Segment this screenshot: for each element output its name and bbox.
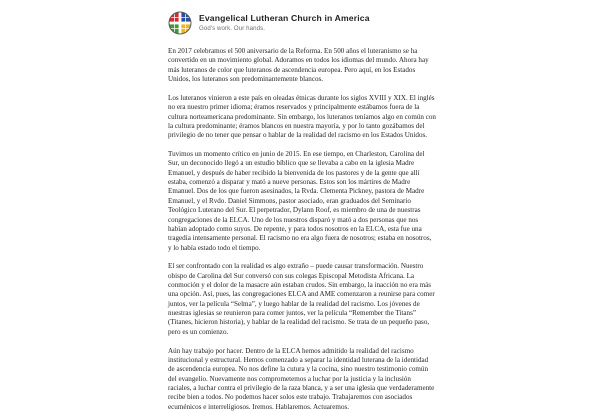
paragraph: Aún hay trabajo por hacer. Dentro de la ELCA hemos admitido la realidad del racismo institucional y estructural. Hemos comenzado a separar la identidad luterana de la identidad de ascendencia europea. No nos define la cutura y la cocina, sino nuestro testimonio común del evangelio. Nuevamente nos comprometemos a luchar por la justicia y la inclusión raciales, a luchar contra el privilegio de la raza blanca, y a ser una iglesia que verdaderamente recibe bien a todos. No podemos hacer solos este trabajo. Trabajaremos con asociados ecuménicos e interreligiosos. Iremos. Hablaremos. Actuaremos. xyxy=(168,346,435,411)
elca-globe-cross-logo-icon xyxy=(168,11,192,35)
organization-masthead xyxy=(168,11,370,35)
paragraph: El ser confrontado con la realidad es algo extraño – puede causar transformación. Nuestro obispo de Carolina del Sur conversó con sus colegas Episcopal Metodista Africana. La conmoción y el dolor de la masacre aún estaban crudos. Sin embargo, la inacción no era más una opción. Así, pues, las congregaciones ELCA and AME comenzaron a reunirse para comer juntos, ver la película “Selma”, y luego hablar de la realidad del racismo. Los jóvenes de nuestras iglesias se reunieron para comer juntos, ver la película “Remember the Titans” (Titanes, hicieron historia), y hablar de la realidad del racismo. Se trata de un pequeño paso, pero es un comienzo. xyxy=(168,262,435,336)
organization-wordmark xyxy=(199,14,370,31)
organization-name: Evangelical Lutheran Church in America xyxy=(199,13,370,24)
document-body xyxy=(168,47,436,412)
organization-tagline: God's work. Our hands. xyxy=(199,24,266,32)
paragraph: En 2017 celebramos el 500 aniversario de la Reforma. En 500 años el luteranismo se ha convertido en un movimiento global. Adoramos en todos los idiomas del mundo. Ahora hay más luteranos de color que luteranos de ascendencia europea. Pero aquí, en los Estados Unidos, los luteranos son predominantemente blancos. xyxy=(168,47,429,84)
paragraph: Tuvimos un momento crítico en junio de 2015. En ese tiempo, en Charleston, Carolina del Sur, un deconocido llegó a un estudio bíblico que se llevaba a cabo en la iglesia Madre Emanuel, y después de haber recibido la bienvenida de los pastores y de la gente que allí estaba, comenzó a disparar y mató a nueve personas. Estos son los mártires de Madre Emanuel. Dos de los que fueron asesinados, la Rvda. Clementa Pickney, pastora de Madre Emanuel, y el Rvdo. Daniel Simmons, pastor asociado, eran graduados del Seminario Teológico Luterano del Sur. El perpetrador, Dylann Roof, es miembro de una de nuestras congregaciones de la ELCA. Uno de los nuestros disparó y mató a dos personas que nos habían adoptado como suyos. De repente, y para todos nosotros en la ELCA, esta fue una tragedia intensamente personal. El racismo no era algo fuera de nosotros; estaba en nosotros, y lo había estado todo el tiempo. xyxy=(168,150,432,252)
paragraph: Los luteranos vinieron a este país en oleadas étnicas durante los siglos XVIII y XIX. El inglés no era nuestro primer idioma; éramos reservados y principalmente estábamos fuera de la cultura norteamericana predominante. Sin embargo, los luteranos teníamos algo en común con la cultura predominante; éramos blancos en nuestra mayoría, y por lo tanto gozábamos del privilegio de no tener que pensar o hablar de la realidad del racismo en los Estados Unidos. xyxy=(168,93,436,140)
